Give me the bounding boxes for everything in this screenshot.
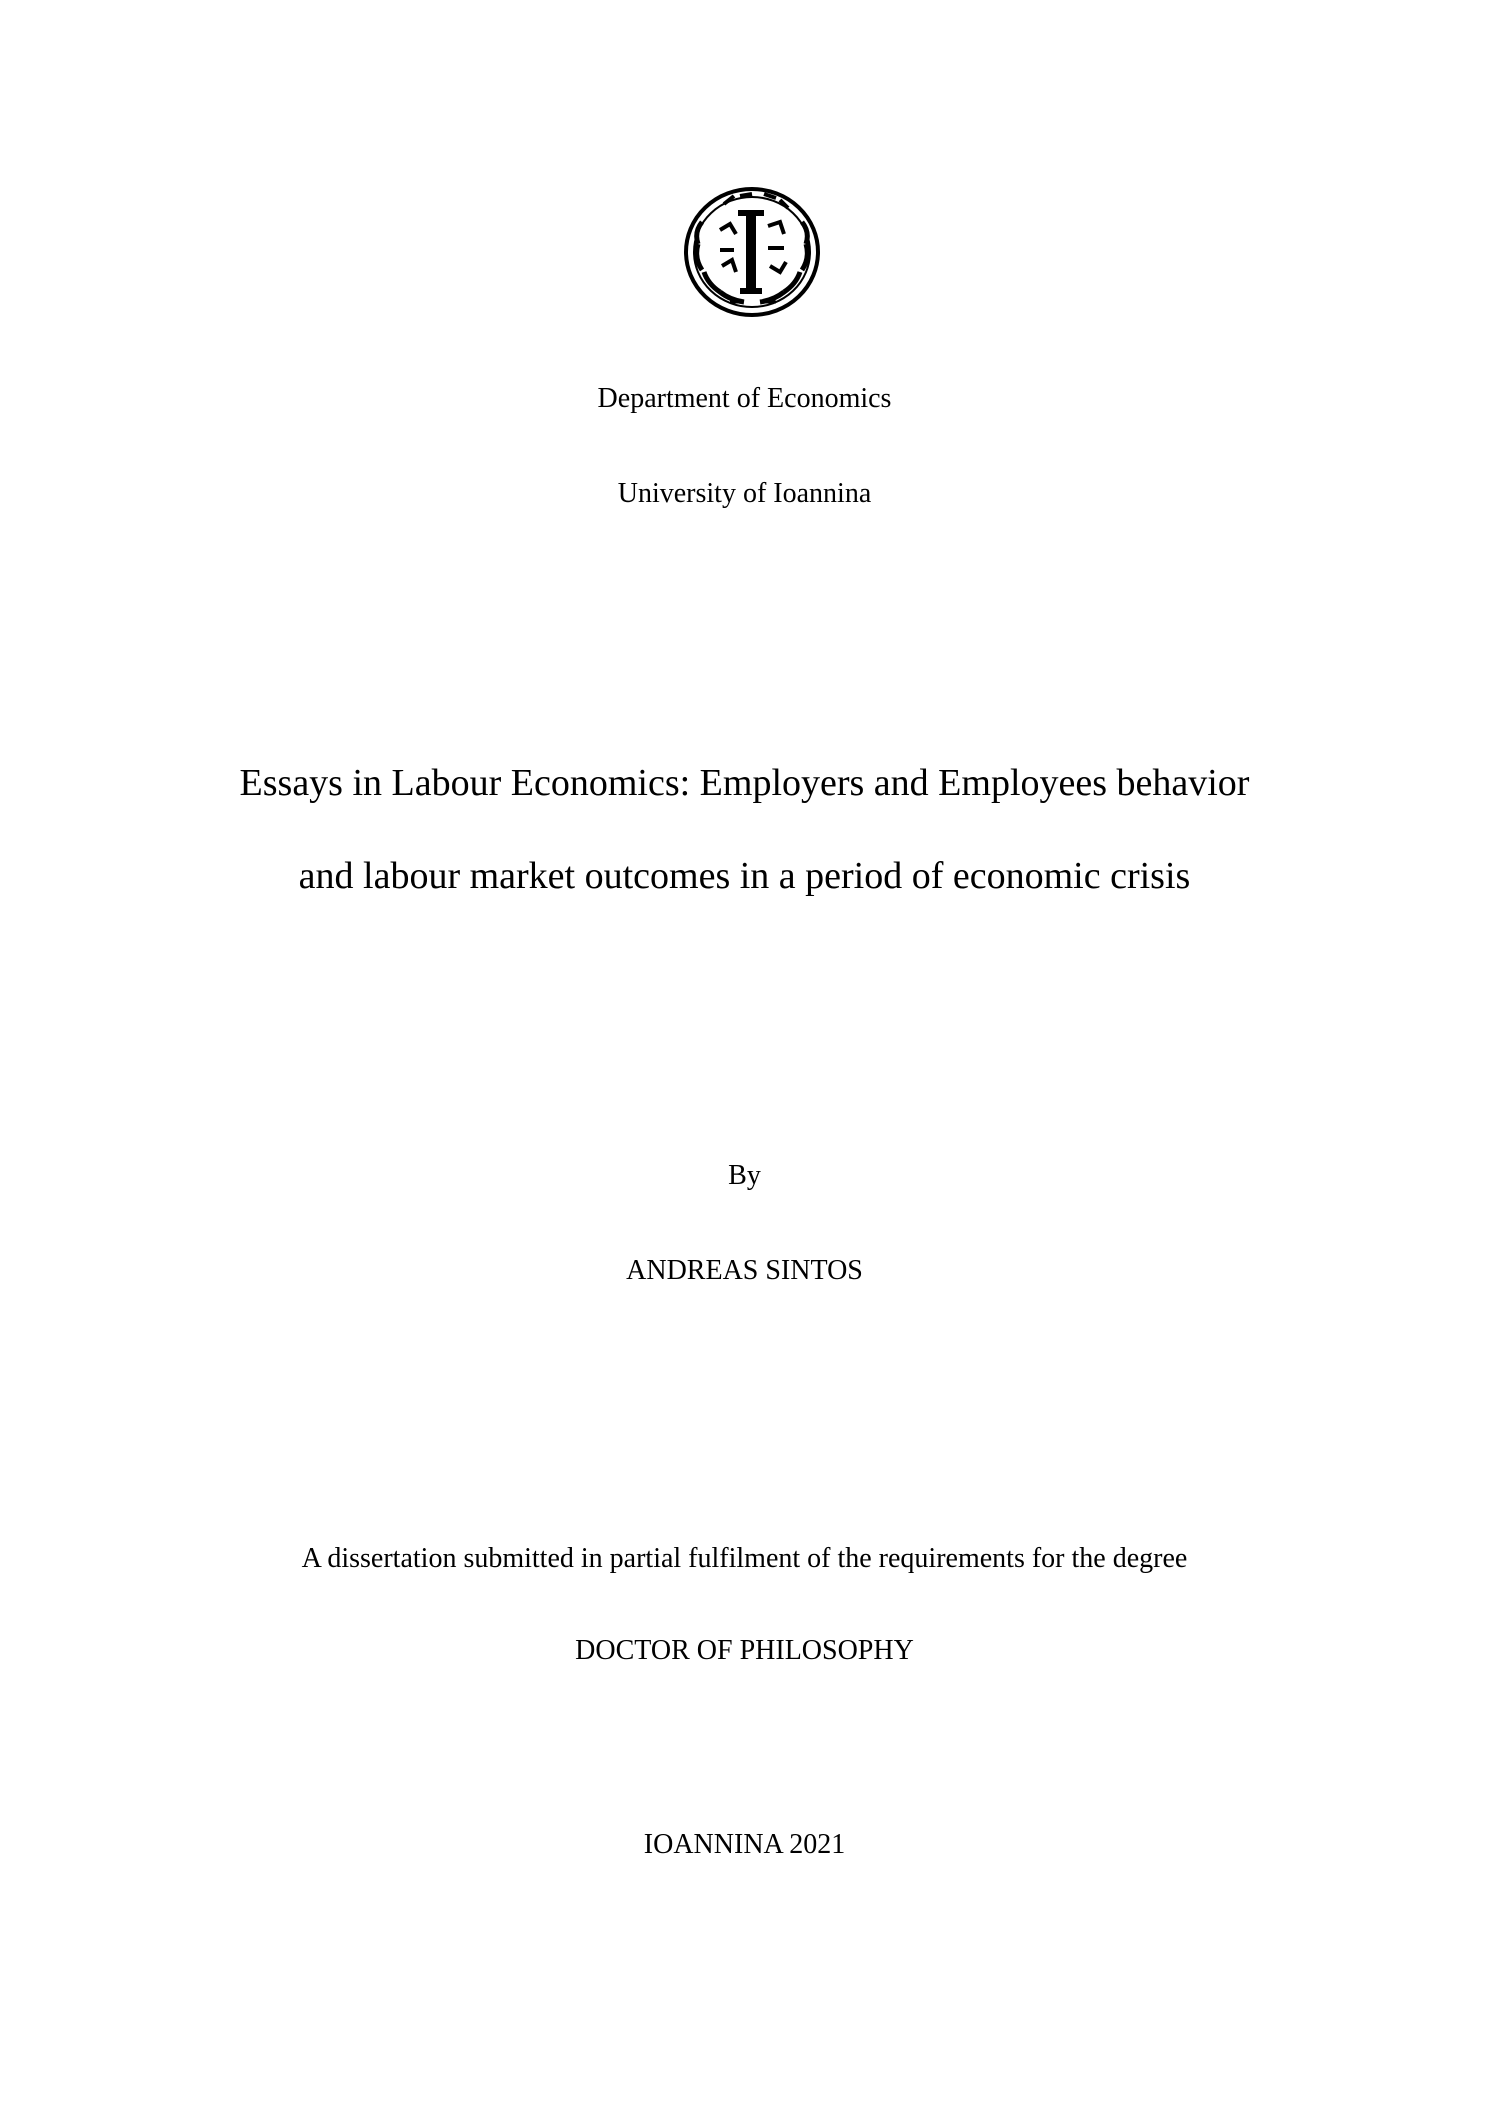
university-seal-icon <box>680 182 824 322</box>
thesis-title-line-1: Essays in Labour Economics: Employers and Employees behavior <box>239 762 1250 804</box>
university-name: University of Ioannina <box>617 478 872 509</box>
degree-name: DOCTOR OF PHILOSOPHY <box>575 1635 914 1666</box>
place-and-year: IOANNINA 2021 <box>643 1829 846 1860</box>
by-label: By <box>728 1160 761 1191</box>
thesis-title-line-2: and labour market outcomes in a period of economic crisis <box>298 855 1191 897</box>
dissertation-statement: A dissertation submitted in partial fulfilment of the requirements for the degree <box>301 1543 1188 1574</box>
department-name: Department of Economics <box>597 383 892 414</box>
author-name: ANDREAS SINTOS <box>626 1255 863 1286</box>
